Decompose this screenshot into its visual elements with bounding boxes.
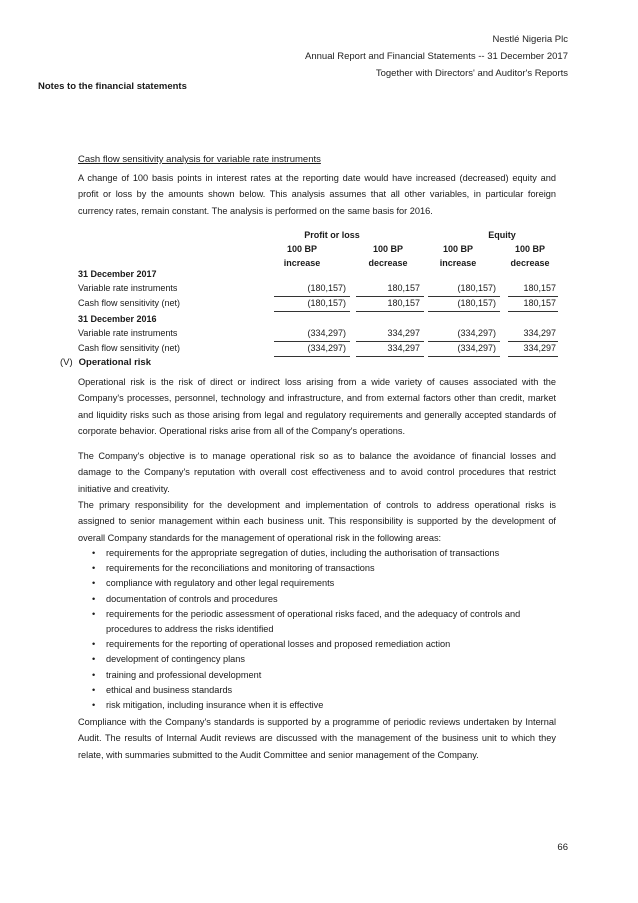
row-value: 180,157 <box>523 298 556 308</box>
row-value: 334,297 <box>523 328 556 338</box>
col-header-2-line1: 100 BP <box>372 244 404 254</box>
operational-paragraph-3: The primary responsibility for the development and implementation of controls to address operational risks is assigned to senior management within each business unit. This responsibility is supported by the development of overall Company standards for the management of operational risk in the following areas: <box>78 500 556 543</box>
report-subtitle: Together with Directors' and Auditor's Reports <box>375 68 568 79</box>
table-row <box>78 281 556 295</box>
cashflow-intro: A change of 100 basis points in interest rates at the reporting date would have increased (decreased) equity and profit or loss by the amounts shown below. This analysis assumes that all other variables, in particular foreign currency rates, remain constant. The analysis is performed on the same basis for 2016. <box>78 173 556 216</box>
list-item: • ethical and business standards <box>90 683 556 698</box>
col-header-3-line2: increase <box>439 258 477 268</box>
table-row <box>78 341 556 355</box>
list-item: • requirements for the reconciliations and monitoring of transactions <box>90 561 556 576</box>
row-value: 334,297 <box>387 343 420 353</box>
row-value: 180,157 <box>387 283 420 293</box>
table-row <box>78 296 556 310</box>
row-value: (334,297) <box>307 328 346 338</box>
row-value: (180,157) <box>457 283 496 293</box>
row-value: (180,157) <box>307 283 346 293</box>
section-heading: Operational risk <box>78 357 152 368</box>
section-label-2016: 31 December 2016 <box>78 314 157 324</box>
group-header-equity: Equity <box>488 230 516 240</box>
col-header-2-line2: decrease <box>368 258 408 268</box>
company-name: Nestlé Nigeria Plc <box>492 34 568 45</box>
controls-list <box>90 546 556 713</box>
row-label: Variable rate instruments <box>78 283 178 293</box>
operational-paragraph-4: Compliance with the Company's standards is supported by a programme of periodic reviews undertaken by Internal Audit. The results of Internal Audit reviews are discussed with the management of the business unit to which they relate, with summaries submitted to the Audit Committee and senior management of the Company. <box>78 717 556 760</box>
table-row <box>78 326 556 340</box>
row-value: (180,157) <box>307 298 346 308</box>
page-number: 66 <box>557 842 568 853</box>
col-header-1-line2: increase <box>283 258 321 268</box>
list-item: • requirements for the appropriate segregation of duties, including the authorisation of transactions <box>90 546 556 561</box>
row-value: (334,297) <box>307 343 346 353</box>
col-header-1-line1: 100 BP <box>286 244 318 254</box>
row-value: (334,297) <box>457 343 496 353</box>
row-label: Cash flow sensitivity (net) <box>78 343 181 353</box>
section-label-2017: 31 December 2017 <box>78 269 157 279</box>
operational-paragraph-2: The Company's objective is to manage operational risk so as to balance the avoidance of financial losses and damage to the Company's reputation with overall cost effectiveness and to avoid control procedures that restrict initiative and creativity. <box>78 451 556 494</box>
list-item: • compliance with regulatory and other legal requirements <box>90 576 556 591</box>
operational-paragraph-1: Operational risk is the risk of direct or indirect loss arising from a wide variety of causes associated with the Company's processes, personnel, technology and infrastructure, and from external factors other than credit, market and liquidity risks such as those arising from legal and regulatory requirements and generally accepted standards of corporate behavior. Operational risks arise from all of the Company's operations. <box>78 377 556 437</box>
list-item: • risk mitigation, including insurance when it is effective <box>90 698 556 713</box>
list-item: • documentation of controls and procedures <box>90 592 556 607</box>
row-value: 180,157 <box>387 298 420 308</box>
row-label: Variable rate instruments <box>78 328 178 338</box>
row-label: Cash flow sensitivity (net) <box>78 298 181 308</box>
row-value: (180,157) <box>457 298 496 308</box>
col-header-3-line1: 100 BP <box>442 244 474 254</box>
list-item: • development of contingency plans <box>90 652 556 667</box>
col-header-4-line2: decrease <box>510 258 550 268</box>
list-item: • requirements for the reporting of operational losses and proposed remediation action <box>90 637 556 652</box>
row-value: (334,297) <box>457 328 496 338</box>
row-value: 180,157 <box>523 283 556 293</box>
row-value: 334,297 <box>523 343 556 353</box>
notes-title: Notes to the financial statements <box>38 81 187 92</box>
group-header-profit: Profit or loss <box>304 230 360 240</box>
section-number: (V) <box>60 357 73 368</box>
col-header-4-line1: 100 BP <box>514 244 546 254</box>
list-item: • requirements for the periodic assessment of operational risks faced, and the adequacy of controls and procedures to address the risks identified <box>90 607 556 637</box>
operational-risk-heading <box>60 357 151 368</box>
row-value: 334,297 <box>387 328 420 338</box>
cashflow-section-title: Cash flow sensitivity analysis for variable rate instruments <box>78 154 321 165</box>
list-item: • training and professional development <box>90 668 556 683</box>
report-title: Annual Report and Financial Statements -- 31 December 2017 <box>305 51 568 62</box>
